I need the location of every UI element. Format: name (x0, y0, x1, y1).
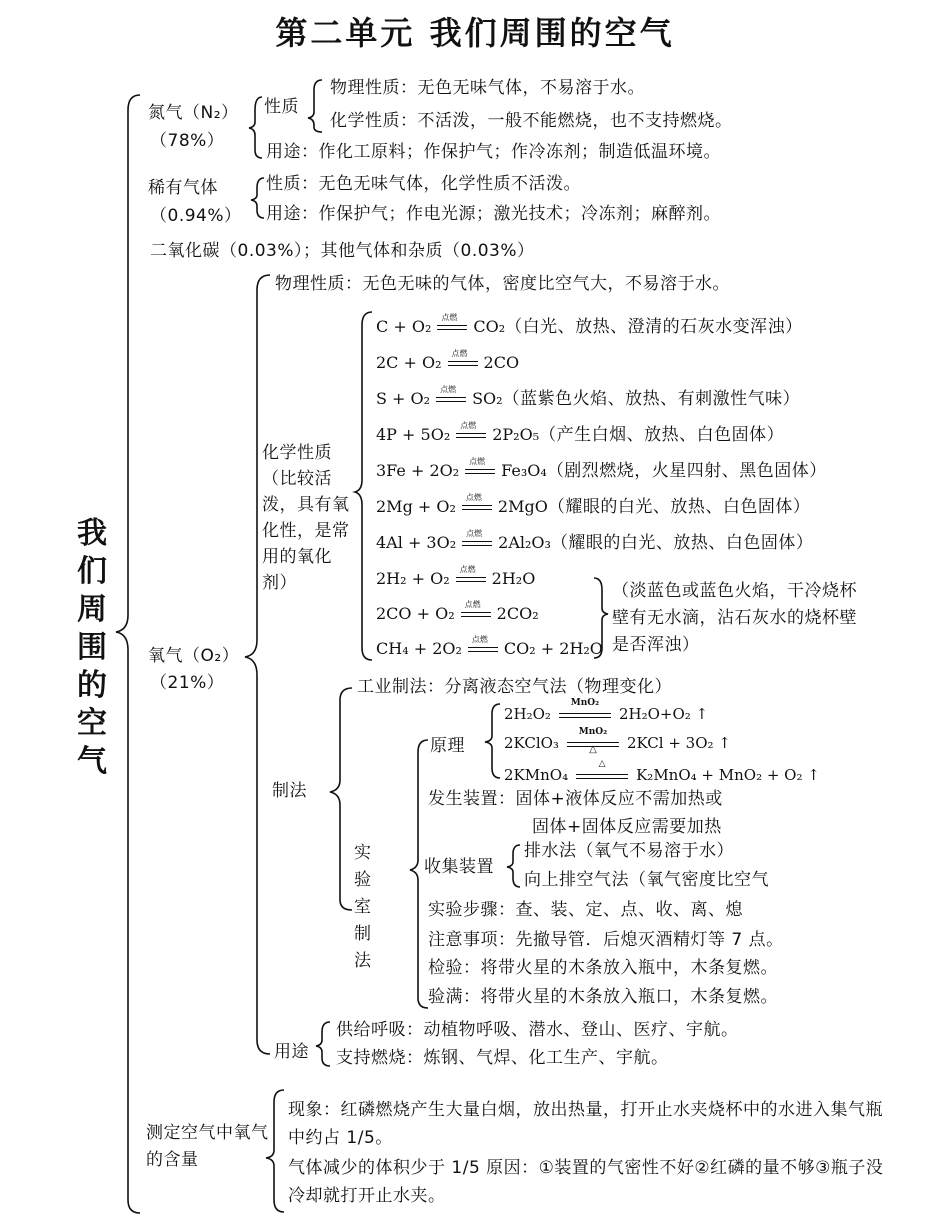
principle-product: K₂MnO₄ + MnO₂ + O₂ ↑ (636, 766, 820, 784)
prep-label: 制法 (272, 781, 307, 801)
reaction-row (376, 599, 539, 625)
measure-reason: 气体减少的体积少于 1/5 原因：①装置的气密性不好②红磷的量不够③瓶子没冷却就打开止水夹。 (288, 1158, 884, 1206)
reaction-products: 2P₂O₅ (492, 425, 540, 444)
oxygen-name: 氧气（O₂） (148, 646, 240, 666)
noble-property: 性质：无色无味气体，化学性质不活泼。 (266, 174, 581, 194)
page-title: 第二单元 我们周围的空气 (275, 14, 675, 52)
nitrogen-name: 氮气（N₂） (148, 103, 239, 123)
oxygen-physical: 物理性质：无色无味的气体，密度比空气大，不易溶于水。 (275, 274, 730, 294)
nitrogen-uses: 用途：作化工原料；作保护气；作冷冻剂；制造低温环境。 (266, 142, 721, 162)
reaction-reactants: 2H₂ + O₂ (376, 569, 450, 588)
condition-top: MnO₂ (570, 698, 600, 708)
condition-top: △ (598, 759, 606, 769)
reaction-row (376, 634, 603, 660)
apparatus-line-2: 固体+固体反应需要加热 (532, 817, 722, 837)
reaction-row (376, 384, 801, 410)
principle-reactant: 2KMnO₄ (504, 766, 569, 784)
principle-condition (559, 698, 611, 723)
collect-upward-air: 向上排空气法（氧气密度比空气 (524, 870, 769, 890)
equals-line (456, 577, 486, 582)
reaction-products: 2H₂O (491, 569, 536, 588)
condition-top: MnO₂ (578, 727, 608, 737)
use-breathing: 供给呼吸：动植物呼吸、潜水、登山、医疗、宇航。 (336, 1020, 739, 1040)
reaction-products: Fe₃O₄ (501, 461, 547, 480)
principle-product: 2KCl + 3O₂ ↑ (626, 734, 731, 752)
reaction-condition (436, 384, 466, 407)
condition-text: 点燃 (466, 528, 483, 538)
noble-name: 稀有气体 (148, 178, 218, 198)
reaction-row (376, 456, 827, 482)
reaction-condition (456, 564, 486, 587)
noble-percent: （0.94%） (150, 206, 242, 226)
equals-line (576, 774, 628, 779)
equals-line (437, 325, 467, 330)
co2-line: 二氧化碳（0.03%）；其他气体和杂质（0.03%） (150, 241, 535, 261)
equals-line (461, 612, 491, 617)
oxygen-percent: （21%） (150, 673, 225, 693)
combustion-note: （淡蓝色或蓝色火焰，干冷烧杯壁有无水滴，沾石灰水的烧杯壁是否浑浊） (612, 581, 857, 655)
reaction-phenomenon: （白光、放热、澄清的石灰水变浑浊） (505, 317, 803, 337)
reaction-reactants: S + O₂ (376, 389, 431, 408)
reaction-products: 2CO (483, 353, 520, 372)
reaction-row (376, 528, 814, 554)
reaction-reactants: C + O₂ (376, 317, 432, 336)
measure-phenomenon: 现象：红磷燃烧产生大量白烟，放出热量，打开止水夹烧杯中的水进入集气瓶中约占 1/5。 (288, 1100, 883, 1148)
reaction-products: CO₂ + 2H₂O (503, 639, 603, 658)
reaction-products: 2MgO (497, 497, 548, 516)
equals-line (465, 469, 495, 474)
reaction-row (376, 492, 811, 518)
principle-product: 2H₂O+O₂ ↑ (618, 705, 709, 723)
equals-line (448, 361, 478, 366)
equals-line (462, 505, 492, 510)
reaction-reactants: 2CO + O₂ (376, 604, 455, 623)
reaction-condition (461, 599, 491, 622)
reaction-condition (462, 528, 492, 551)
reaction-condition (465, 456, 495, 479)
principle-row (504, 759, 820, 786)
use-combustion: 支持燃烧：炼钢、气焊、化工生产、宇航。 (336, 1048, 669, 1068)
reaction-row (376, 348, 520, 374)
precautions: 注意事项：先撤导管．后熄灭酒精灯等 7 点。 (428, 930, 784, 950)
principle-row (504, 698, 709, 725)
reaction-reactants: 2C + O₂ (376, 353, 442, 372)
apparatus-line-1: 发生装置：固体+液体反应不需加热或 (428, 789, 723, 809)
reaction-phenomenon: （蓝紫色火焰、放热、有刺激性气味） (502, 389, 801, 409)
reaction-row (376, 564, 536, 590)
noble-uses: 用途：作保护气；作电光源；激光技术；冷冻剂；麻醉剂。 (266, 204, 721, 224)
condition-text: 点燃 (464, 599, 481, 609)
equals-line (559, 713, 611, 718)
collect-label: 收集装置 (424, 857, 494, 877)
reaction-reactants: 2Mg + O₂ (376, 497, 456, 516)
experiment-steps: 实验步骤：查、装、定、点、收、离、熄 (428, 900, 743, 920)
reaction-condition (468, 634, 498, 657)
reaction-products: CO₂ (473, 317, 506, 336)
nitrogen-percent: （78%） (150, 131, 225, 151)
reaction-reactants: 3Fe + 2O₂ (376, 461, 460, 480)
reaction-products: 2Al₂O₃ (498, 533, 551, 552)
principle-row (504, 727, 731, 755)
reaction-phenomenon: （产生白烟、放热、白色固体） (539, 425, 785, 445)
reaction-condition (448, 348, 478, 371)
condition-text: 点燃 (460, 420, 477, 430)
collect-water: 排水法（氧气不易溶于水） (524, 841, 734, 861)
industrial-method: 工业制法：分离液态空气法（物理变化） (357, 677, 672, 697)
reaction-condition (437, 312, 467, 335)
principle-condition (576, 759, 628, 784)
nitrogen-property-label: 性质 (264, 97, 299, 117)
root-topic: 我们周围的空气 (77, 516, 107, 779)
nitrogen-physical: 物理性质：无色无味气体，不易溶于水。 (330, 78, 645, 98)
principle-reactant: 2KClO₃ (504, 734, 559, 752)
condition-text: 点燃 (469, 456, 486, 466)
equals-line (456, 433, 486, 438)
measure-label: 测定空气中氧气的含量 (146, 1123, 269, 1170)
principle-label: 原理 (430, 736, 465, 756)
test-method: 检验：将带火星的木条放入瓶中，木条复燃。 (428, 958, 778, 978)
reaction-phenomenon: （耀眼的白光、放热、白色固体） (547, 497, 811, 517)
reaction-products: SO₂ (472, 389, 503, 408)
nitrogen-chemical: 化学性质：不活泼，一般不能燃烧，也不支持燃烧。 (330, 111, 733, 131)
reaction-condition (456, 420, 486, 443)
reaction-products: 2CO₂ (496, 604, 539, 623)
condition-text: 点燃 (471, 634, 488, 644)
reaction-row (376, 420, 785, 446)
equals-line (462, 541, 492, 546)
reaction-reactants: 4Al + 3O₂ (376, 533, 457, 552)
reaction-reactants: 4P + 5O₂ (376, 425, 451, 444)
full-check: 验满：将带火星的木条放入瓶口，木条复燃。 (428, 987, 778, 1007)
principle-reactant: 2H₂O₂ (504, 705, 551, 723)
condition-text: 点燃 (451, 348, 468, 358)
reaction-phenomenon: （耀眼的白光、放热、白色固体） (550, 533, 814, 553)
reaction-row (376, 312, 803, 338)
chemical-property-label: 化学性质（比较活泼，具有氧化性，是常用的氧化剂） (262, 443, 350, 593)
reaction-phenomenon: （剧烈燃烧，火星四射、黑色固体） (546, 461, 827, 481)
condition-text: 点燃 (441, 312, 458, 322)
condition-text: 点燃 (440, 384, 457, 394)
condition-bottom: △ (589, 744, 597, 755)
reaction-reactants: CH₄ + 2O₂ (376, 639, 462, 658)
equals-line (436, 397, 466, 402)
equals-line (468, 647, 498, 652)
condition-text: 点燃 (465, 492, 482, 502)
uses-label: 用途 (274, 1042, 309, 1062)
lab-method-label: 实验室制法 (354, 843, 385, 971)
reaction-condition (462, 492, 492, 515)
principle-condition (567, 727, 619, 755)
condition-text: 点燃 (459, 564, 476, 574)
